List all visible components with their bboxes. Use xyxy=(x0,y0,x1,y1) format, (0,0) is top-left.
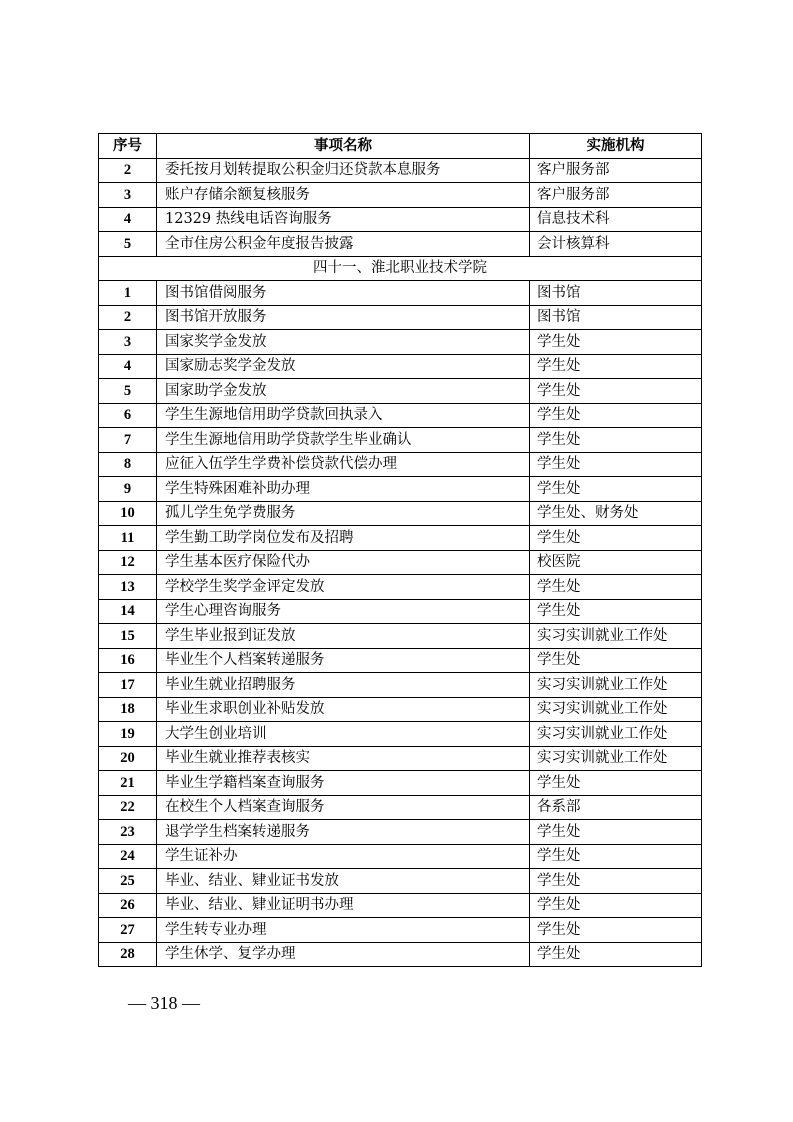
item-name: 毕业生就业招聘服务 xyxy=(157,673,530,698)
implementing-org: 实习实训就业工作处 xyxy=(530,722,702,747)
table-row xyxy=(99,330,702,355)
table-row xyxy=(99,158,702,183)
row-number: 3 xyxy=(99,183,157,208)
implementing-org: 学生处 xyxy=(530,942,702,967)
section-title-row xyxy=(99,256,702,281)
row-number: 6 xyxy=(99,403,157,428)
implementing-org: 学生处 xyxy=(530,526,702,551)
row-number: 17 xyxy=(99,673,157,698)
item-name: 毕业、结业、肄业证书发放 xyxy=(157,869,530,894)
implementing-org: 学生处 xyxy=(530,869,702,894)
row-number: 23 xyxy=(99,820,157,845)
table-row xyxy=(99,893,702,918)
item-name: 毕业生求职创业补贴发放 xyxy=(157,697,530,722)
row-number: 26 xyxy=(99,893,157,918)
item-name: 国家助学金发放 xyxy=(157,379,530,404)
row-number: 9 xyxy=(99,477,157,502)
header-org: 实施机构 xyxy=(530,134,702,159)
table-row xyxy=(99,501,702,526)
row-number: 24 xyxy=(99,844,157,869)
row-number: 5 xyxy=(99,232,157,257)
implementing-org: 学生处 xyxy=(530,354,702,379)
implementing-org: 图书馆 xyxy=(530,305,702,330)
item-name: 全市住房公积金年度报告披露 xyxy=(157,232,530,257)
row-number: 4 xyxy=(99,354,157,379)
row-number: 15 xyxy=(99,624,157,649)
table-row xyxy=(99,403,702,428)
implementing-org: 会计核算科 xyxy=(530,232,702,257)
table-row xyxy=(99,232,702,257)
item-name: 退学学生档案转递服务 xyxy=(157,820,530,845)
row-number: 2 xyxy=(99,305,157,330)
item-name: 国家励志奖学金发放 xyxy=(157,354,530,379)
row-number: 10 xyxy=(99,501,157,526)
row-number: 21 xyxy=(99,771,157,796)
item-name: 学生勤工助学岗位发布及招聘 xyxy=(157,526,530,551)
item-name: 学生休学、复学办理 xyxy=(157,942,530,967)
table-row xyxy=(99,379,702,404)
implementing-org: 学生处 xyxy=(530,428,702,453)
table-row xyxy=(99,550,702,575)
table-row xyxy=(99,526,702,551)
row-number: 13 xyxy=(99,575,157,600)
item-name: 毕业生个人档案转递服务 xyxy=(157,648,530,673)
row-number: 20 xyxy=(99,746,157,771)
implementing-org: 客户服务部 xyxy=(530,183,702,208)
row-number: 19 xyxy=(99,722,157,747)
table-row xyxy=(99,648,702,673)
implementing-org: 学生处 xyxy=(530,893,702,918)
item-name: 学生生源地信用助学贷款回执录入 xyxy=(157,403,530,428)
table-row xyxy=(99,183,702,208)
item-name: 大学生创业培训 xyxy=(157,722,530,747)
item-name: 学生毕业报到证发放 xyxy=(157,624,530,649)
page-number: — 318 — xyxy=(128,993,200,1013)
item-name: 应征入伍学生学费补偿贷款代偿办理 xyxy=(157,452,530,477)
row-number: 8 xyxy=(99,452,157,477)
row-number: 28 xyxy=(99,942,157,967)
header-row xyxy=(99,134,702,159)
table-row xyxy=(99,452,702,477)
row-number: 12 xyxy=(99,550,157,575)
row-number: 4 xyxy=(99,207,157,232)
table-row xyxy=(99,942,702,967)
implementing-org: 学生处 xyxy=(530,403,702,428)
table-header xyxy=(99,134,702,159)
item-name: 学生证补办 xyxy=(157,844,530,869)
item-name: 账户存储余额复核服务 xyxy=(157,183,530,208)
implementing-org: 学生处 xyxy=(530,844,702,869)
row-number: 16 xyxy=(99,648,157,673)
row-number: 5 xyxy=(99,379,157,404)
item-name: 学生基本医疗保险代办 xyxy=(157,550,530,575)
implementing-org: 学生处 xyxy=(530,820,702,845)
item-name: 图书馆借阅服务 xyxy=(157,281,530,306)
implementing-org: 学生处 xyxy=(530,918,702,943)
implementing-org: 学生处 xyxy=(530,452,702,477)
implementing-org: 图书馆 xyxy=(530,281,702,306)
table-row xyxy=(99,207,702,232)
table-row xyxy=(99,575,702,600)
implementing-org: 学生处、财务处 xyxy=(530,501,702,526)
table-row xyxy=(99,869,702,894)
row-number: 3 xyxy=(99,330,157,355)
item-name: 学生特殊困难补助办理 xyxy=(157,477,530,502)
item-name: 学校学生奖学金评定发放 xyxy=(157,575,530,600)
implementing-org: 学生处 xyxy=(530,575,702,600)
table-row xyxy=(99,771,702,796)
table-row xyxy=(99,305,702,330)
item-name: 12329 热线电话咨询服务 xyxy=(157,207,530,232)
section-title: 四十一、淮北职业技术学院 xyxy=(99,256,702,281)
row-number: 1 xyxy=(99,281,157,306)
header-no: 序号 xyxy=(99,134,157,159)
table-row xyxy=(99,722,702,747)
row-number: 27 xyxy=(99,918,157,943)
item-name: 学生生源地信用助学贷款学生毕业确认 xyxy=(157,428,530,453)
implementing-org: 校医院 xyxy=(530,550,702,575)
row-number: 14 xyxy=(99,599,157,624)
table-row xyxy=(99,428,702,453)
item-name: 在校生个人档案查询服务 xyxy=(157,795,530,820)
implementing-org: 各系部 xyxy=(530,795,702,820)
table-row xyxy=(99,820,702,845)
table-row xyxy=(99,844,702,869)
table-row xyxy=(99,918,702,943)
table-row xyxy=(99,354,702,379)
implementing-org: 学生处 xyxy=(530,771,702,796)
item-name: 毕业生就业推荐表核实 xyxy=(157,746,530,771)
item-name: 学生心理咨询服务 xyxy=(157,599,530,624)
item-name: 图书馆开放服务 xyxy=(157,305,530,330)
implementing-org: 学生处 xyxy=(530,648,702,673)
table-row xyxy=(99,281,702,306)
table-row xyxy=(99,746,702,771)
item-name: 学生转专业办理 xyxy=(157,918,530,943)
item-name: 国家奖学金发放 xyxy=(157,330,530,355)
table-row xyxy=(99,477,702,502)
table-row xyxy=(99,697,702,722)
implementing-org: 学生处 xyxy=(530,477,702,502)
item-name: 孤儿学生免学费服务 xyxy=(157,501,530,526)
row-number: 7 xyxy=(99,428,157,453)
row-number: 18 xyxy=(99,697,157,722)
implementing-org: 实习实训就业工作处 xyxy=(530,624,702,649)
implementing-org: 客户服务部 xyxy=(530,158,702,183)
implementing-org: 学生处 xyxy=(530,330,702,355)
implementing-org: 实习实训就业工作处 xyxy=(530,673,702,698)
implementing-org: 信息技术科 xyxy=(530,207,702,232)
implementing-org: 学生处 xyxy=(530,379,702,404)
implementing-org: 实习实训就业工作处 xyxy=(530,746,702,771)
implementing-org: 学生处 xyxy=(530,599,702,624)
row-number: 25 xyxy=(99,869,157,894)
row-number: 2 xyxy=(99,158,157,183)
table-body xyxy=(99,158,702,967)
item-name: 毕业、结业、肄业证明书办理 xyxy=(157,893,530,918)
header-name: 事项名称 xyxy=(157,134,530,159)
row-number: 22 xyxy=(99,795,157,820)
services-table xyxy=(98,133,702,967)
item-name: 毕业生学籍档案查询服务 xyxy=(157,771,530,796)
table-row xyxy=(99,795,702,820)
table-row xyxy=(99,624,702,649)
item-name: 委托按月划转提取公积金归还贷款本息服务 xyxy=(157,158,530,183)
row-number: 11 xyxy=(99,526,157,551)
table-row xyxy=(99,599,702,624)
table-row xyxy=(99,673,702,698)
implementing-org: 实习实训就业工作处 xyxy=(530,697,702,722)
